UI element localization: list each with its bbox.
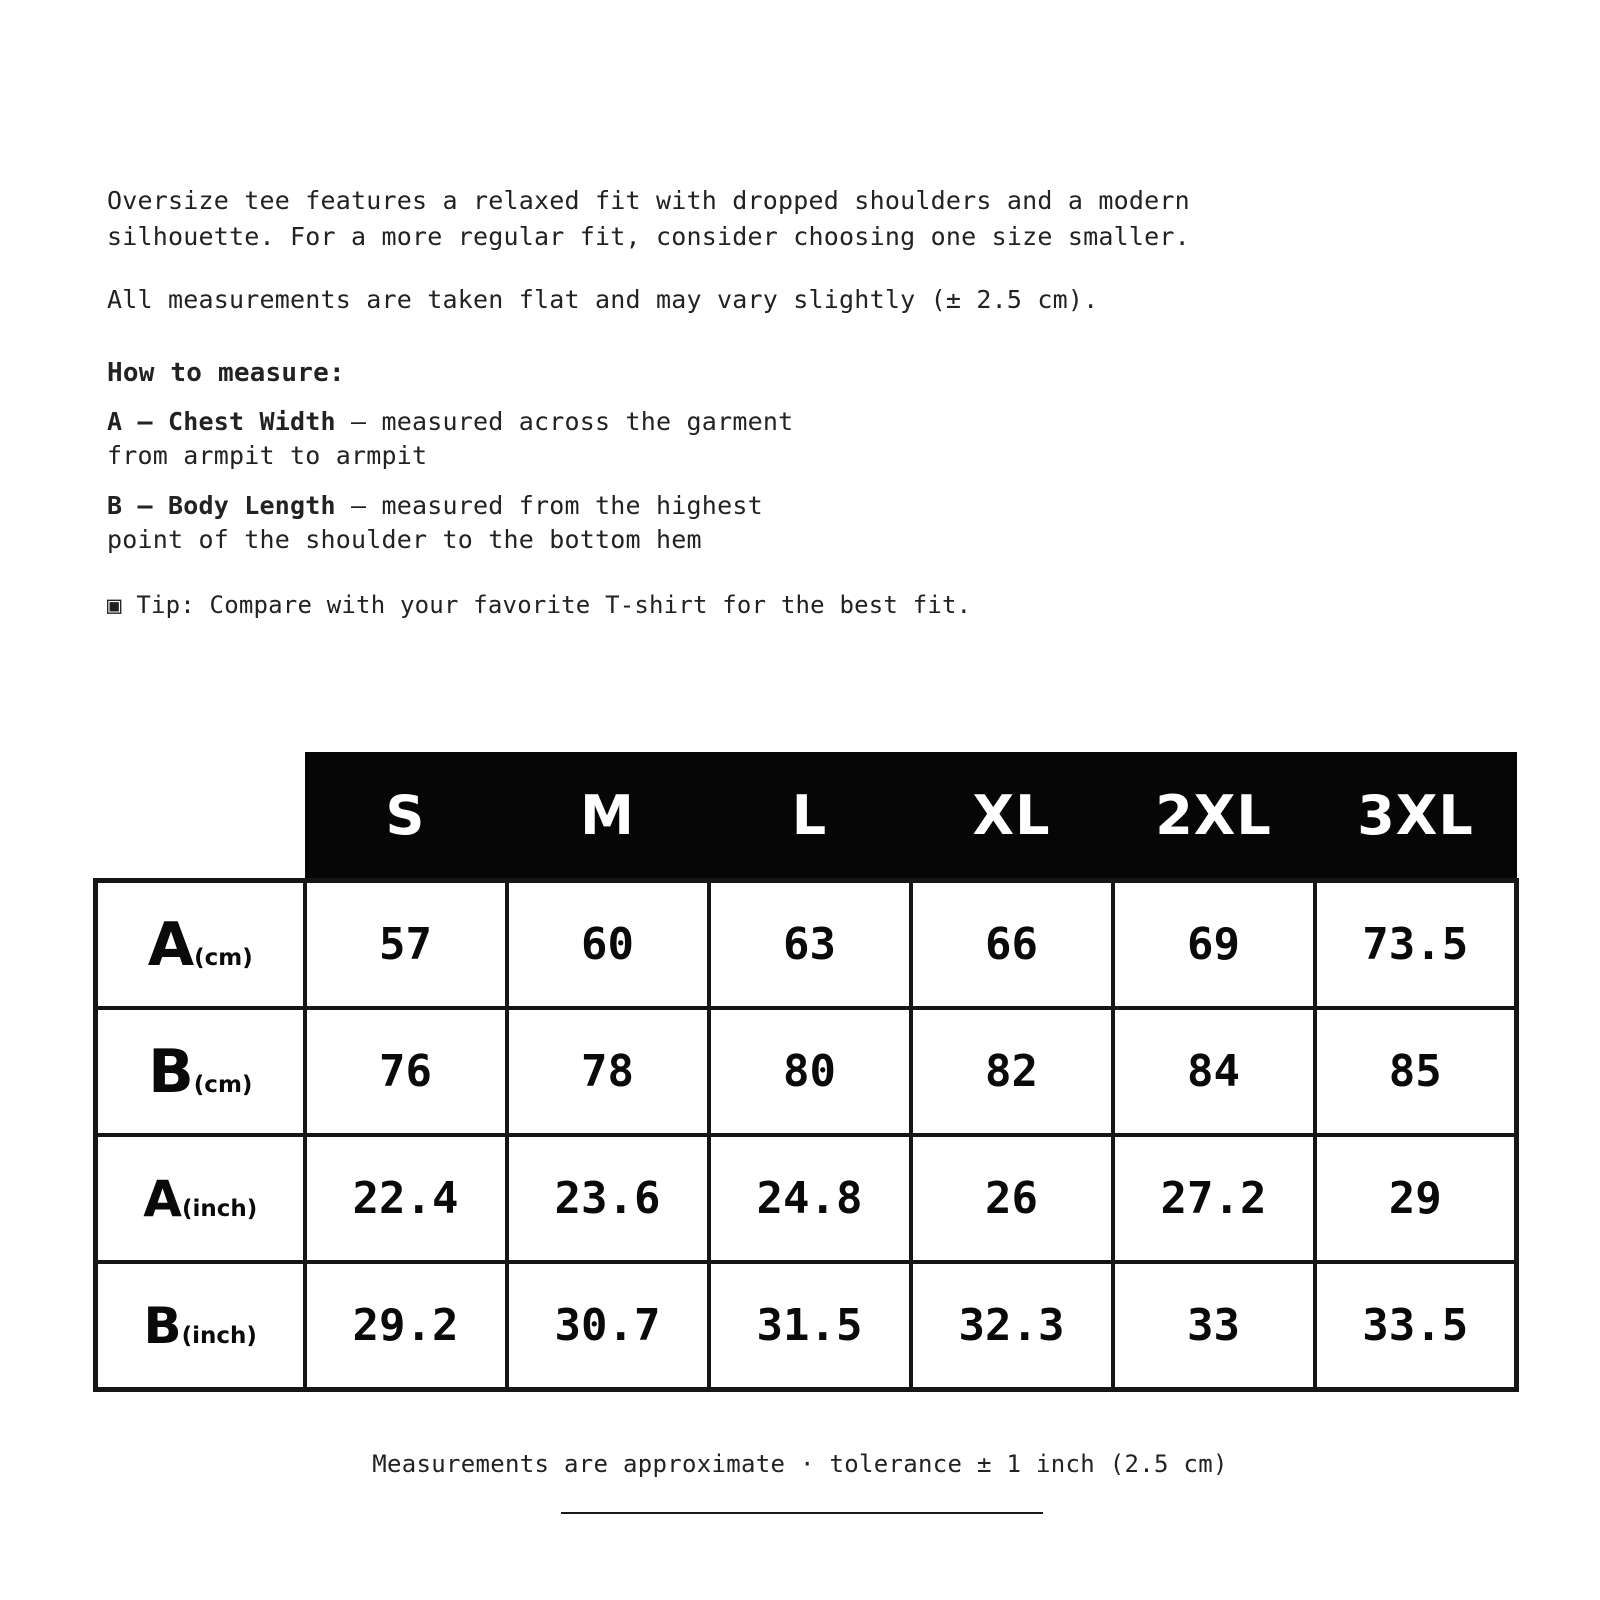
measure-unit: (cm) (193, 1071, 253, 1098)
table-cell: 27.2 (1113, 1135, 1315, 1262)
table-cell: 73.5 (1315, 881, 1517, 1009)
table-cell: 66 (911, 881, 1113, 1009)
size-header-cell: XL (911, 752, 1113, 881)
table-cell: 33.5 (1315, 1262, 1517, 1390)
step-text: — measured across the garment from armpit to armpit (107, 407, 794, 470)
table-row (96, 1262, 1517, 1390)
table-cell: 84 (1113, 1008, 1315, 1135)
table-cell: 30.7 (507, 1262, 709, 1390)
table-cell: 31.5 (709, 1262, 911, 1390)
table-cell: 80 (709, 1008, 911, 1135)
measure-unit: (cm) (194, 944, 253, 971)
measurement-note: All measurements are taken flat and may vary slightly (± 2.5 cm). (107, 285, 1099, 314)
table-cell: 82 (911, 1008, 1113, 1135)
tip-icon: ▣ (107, 591, 122, 619)
table-cell: 85 (1315, 1008, 1517, 1135)
table-cell: 60 (507, 881, 709, 1009)
size-header-cell: L (709, 752, 911, 881)
tip-text: Tip: Compare with your favorite T-shirt for the best fit. (136, 591, 972, 619)
size-header-cell: 3XL (1315, 752, 1517, 881)
table-cell: 23.6 (507, 1135, 709, 1262)
row-label (96, 1008, 305, 1135)
row-label (96, 1262, 305, 1390)
table-cell: 29.2 (305, 1262, 507, 1390)
step-text: — measured from the highest point of the shoulder to the bottom hem (107, 491, 763, 554)
measure-letter: A (147, 909, 195, 980)
tip-line (107, 587, 1307, 623)
intro-section (107, 183, 1307, 623)
table-cell: 57 (305, 881, 507, 1009)
measure-letter: A (143, 1169, 182, 1228)
step-label: A — Chest Width (107, 407, 336, 436)
table-cell: 32.3 (911, 1262, 1113, 1390)
table-cell: 33 (1113, 1262, 1315, 1390)
table-cell: 63 (709, 881, 911, 1009)
measure-letter: B (148, 1036, 194, 1107)
table-cell: 69 (1113, 881, 1315, 1009)
intro-paragraph: Oversize tee features a relaxed fit with dropped shoulders and a modern silhouette. For a more regular fit, consider choosing one size smaller. (107, 186, 1190, 251)
row-label (96, 1135, 305, 1262)
size-header-cell: M (507, 752, 709, 881)
tolerance-footnote: Measurements are approximate · tolerance ± 1 inch (2.5 cm) (372, 1450, 1228, 1478)
measure-unit: (inch) (181, 1322, 257, 1349)
table-cell: 22.4 (305, 1135, 507, 1262)
footer-divider (561, 1512, 1043, 1514)
size-header-row (96, 752, 1517, 881)
table-cell: 76 (305, 1008, 507, 1135)
row-label (96, 881, 305, 1009)
table-row (96, 1008, 1517, 1135)
table-cell: 24.8 (709, 1135, 911, 1262)
measure-unit: (inch) (181, 1195, 258, 1222)
size-chart-table (93, 752, 1519, 1392)
step-label: B — Body Length (107, 491, 336, 520)
table-cell: 29 (1315, 1135, 1517, 1262)
header-corner (96, 752, 305, 881)
size-header-cell: 2XL (1113, 752, 1315, 881)
step-body-length (107, 489, 807, 557)
table-cell: 26 (911, 1135, 1113, 1262)
table-row (96, 881, 1517, 1009)
how-to-measure-title: How to measure: (107, 358, 345, 388)
size-header-cell: S (305, 752, 507, 881)
table-row (96, 1135, 1517, 1262)
measure-letter: B (143, 1296, 182, 1355)
step-chest-width (107, 405, 807, 473)
table-cell: 78 (507, 1008, 709, 1135)
